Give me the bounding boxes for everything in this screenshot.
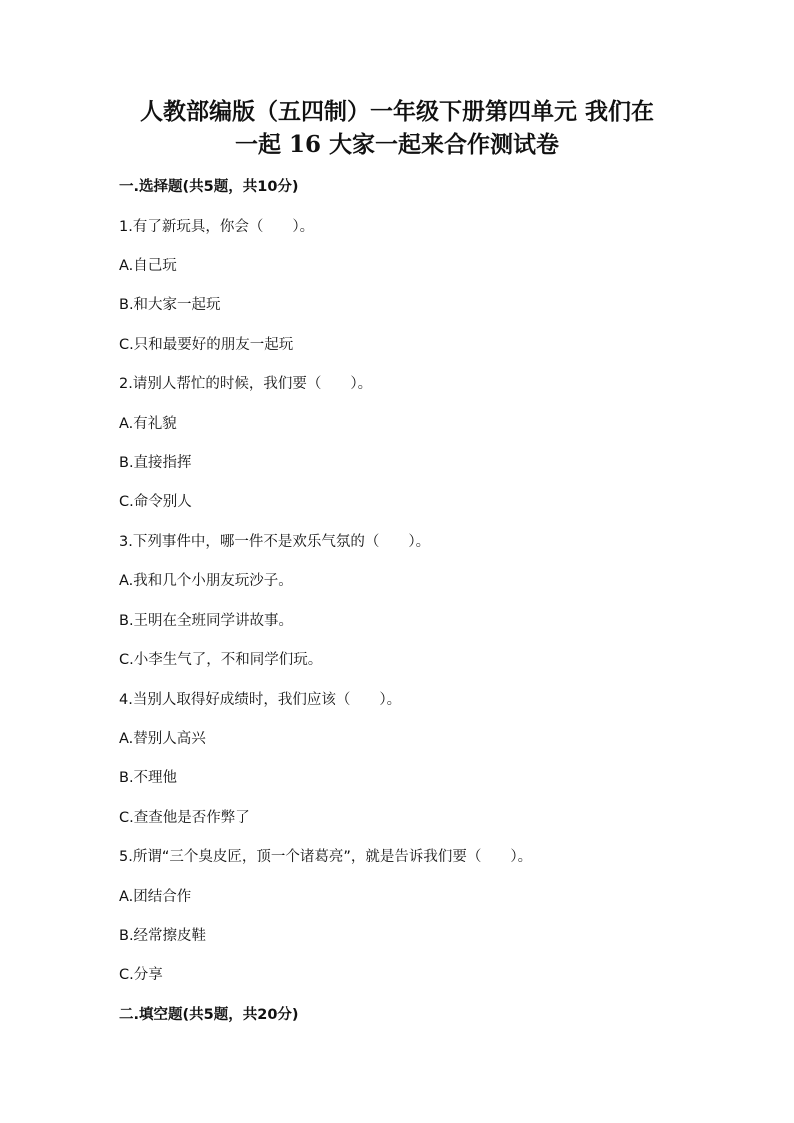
- question-5-option-c: C.分享: [119, 967, 163, 983]
- question-4-option-b: B.不理他: [119, 770, 178, 786]
- question-2-option-b: B.直接指挥: [119, 455, 192, 471]
- question-3-option-b: B.王明在全班同学讲故事。: [119, 613, 294, 629]
- question-2-option-c: C.命令别人: [119, 494, 192, 510]
- question-4-option-c: C.查查他是否作弊了: [119, 810, 250, 826]
- question-1-option-b: B.和大家一起玩: [119, 297, 221, 313]
- question-5-option-b: B.经常擦皮鞋: [119, 928, 207, 944]
- question-1: 1.有了新玩具，你会（ ）。: [119, 219, 315, 235]
- question-3-option-c: C.小李生气了，不和同学们玩。: [119, 652, 323, 668]
- section-heading-multiple-choice: 一.选择题(共5题，共10分): [119, 179, 299, 195]
- page-title-line-1: 人教部编版（五四制）一年级下册第四单元 我们在: [139, 98, 654, 125]
- question-2-option-a: A.有礼貌: [119, 416, 177, 432]
- page-title-line-2: 一起 16 大家一起来合作测试卷: [234, 131, 560, 158]
- question-5: 5.所谓“三个臭皮匠，顶一个诸葛亮”，就是告诉我们要（ ）。: [119, 849, 533, 865]
- question-5-option-a: A.团结合作: [119, 889, 192, 905]
- question-1-option-c: C.只和最要好的朋友一起玩: [119, 337, 294, 353]
- question-1-option-a: A.自己玩: [119, 258, 177, 274]
- question-4: 4.当别人取得好成绩时，我们应该（ ）。: [119, 692, 402, 708]
- question-3-option-a: A.我和几个小朋友玩沙子。: [119, 573, 293, 589]
- question-3: 3.下列事件中，哪一件不是欢乐气氛的（ ）。: [119, 534, 431, 550]
- section-heading-fill-in: 二.填空题(共5题，共20分): [119, 1007, 299, 1023]
- question-2: 2.请别人帮忙的时候，我们要（ ）。: [119, 376, 373, 392]
- question-4-option-a: A.替别人高兴: [119, 731, 206, 747]
